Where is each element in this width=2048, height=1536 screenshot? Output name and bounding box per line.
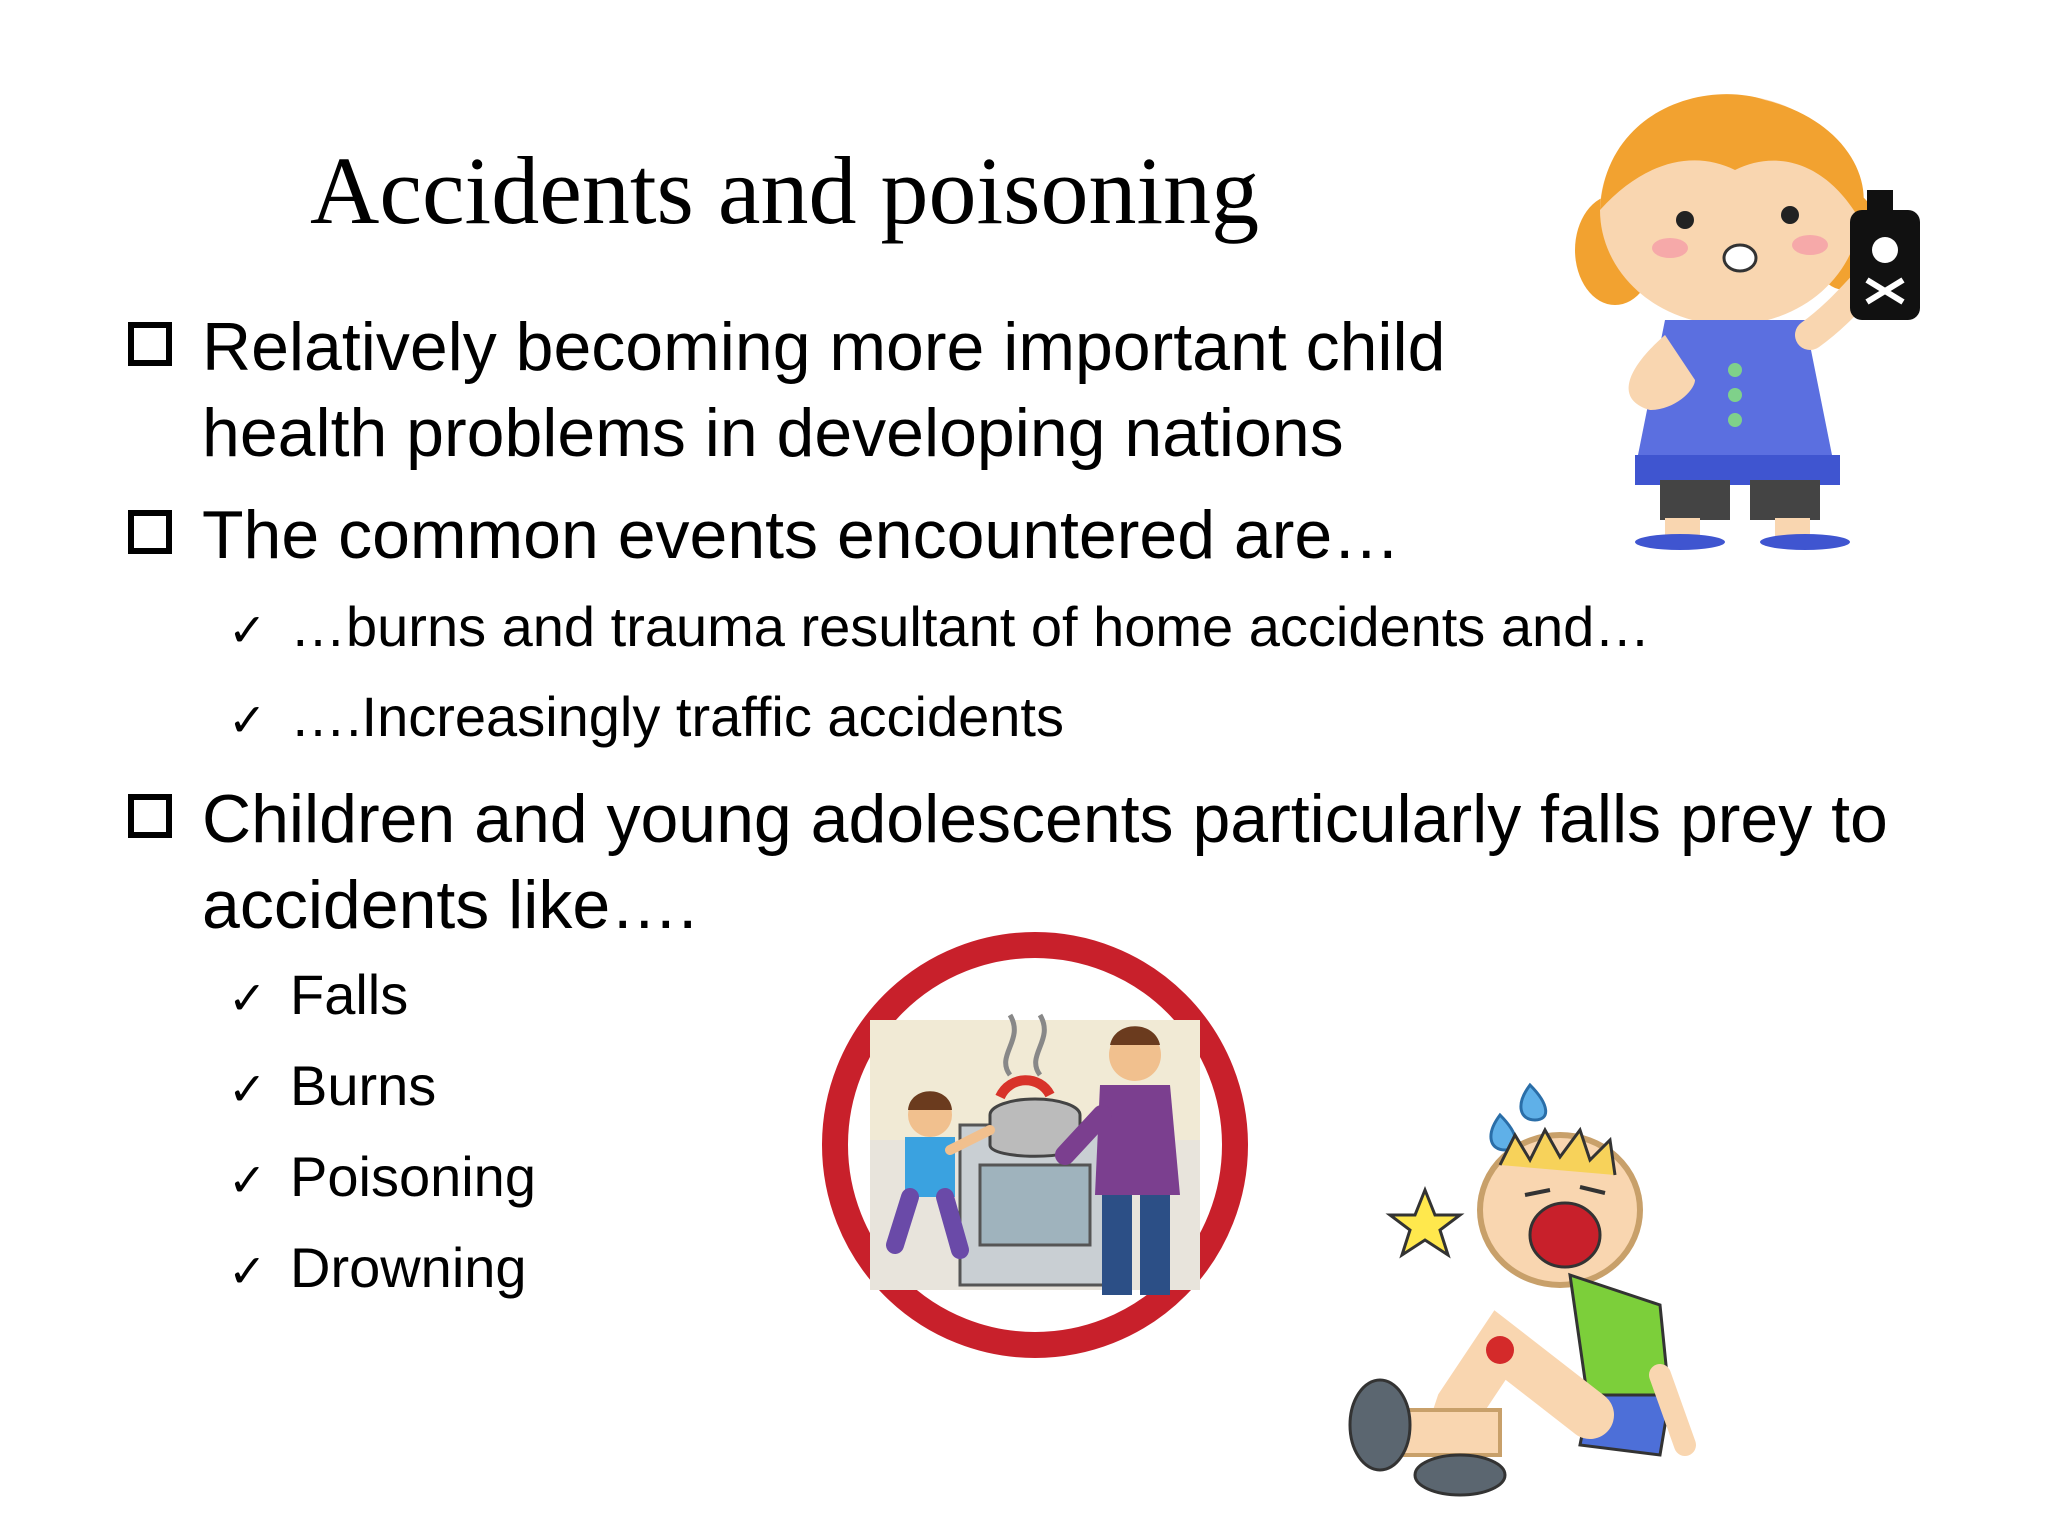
bullet-text: The common events encountered are… xyxy=(202,497,1401,573)
checkbox-bullet-icon xyxy=(128,510,172,554)
sub-bullet-item xyxy=(228,684,1064,753)
sub-bullet-text: Burns xyxy=(290,1054,437,1117)
checkmark-icon: ✓ xyxy=(228,1153,267,1207)
sub-bullet-item xyxy=(228,594,1650,663)
girl-holding-poison-bottle-icon xyxy=(1545,80,1985,550)
sub-bullet-item xyxy=(228,1144,536,1213)
bullet-item xyxy=(128,776,1948,948)
bullet-item xyxy=(128,304,1528,476)
bullet-text: Relatively becoming more important child health problems in developing nations xyxy=(202,309,1446,471)
sub-bullet-text: Poisoning xyxy=(290,1145,536,1208)
checkmark-icon: ✓ xyxy=(228,1062,267,1116)
bullet-text: Children and young adolescents particularly falls prey to accidents like…. xyxy=(202,781,1888,943)
sub-bullet-text: Falls xyxy=(290,963,409,1026)
checkbox-bullet-icon xyxy=(128,322,172,366)
checkbox-bullet-icon xyxy=(128,794,172,838)
child-fallen-injured-knee-icon xyxy=(1340,1075,1730,1505)
sub-bullet-item xyxy=(228,962,408,1031)
sub-bullet-text: ….Increasingly traffic accidents xyxy=(290,685,1064,748)
sub-bullet-text: Drowning xyxy=(290,1236,527,1299)
sub-bullet-text: …burns and trauma resultant of home accidents and… xyxy=(290,595,1651,658)
checkmark-icon: ✓ xyxy=(228,1244,267,1298)
kitchen-burn-hazard-icon xyxy=(810,925,1260,1365)
checkmark-icon: ✓ xyxy=(228,971,267,1025)
checkmark-icon: ✓ xyxy=(228,693,267,747)
checkmark-icon: ✓ xyxy=(228,603,267,657)
sub-bullet-item xyxy=(228,1053,436,1122)
sub-bullet-item xyxy=(228,1235,527,1304)
slide-title: Accidents and poisoning xyxy=(310,137,1260,244)
bullet-item xyxy=(128,492,1728,578)
